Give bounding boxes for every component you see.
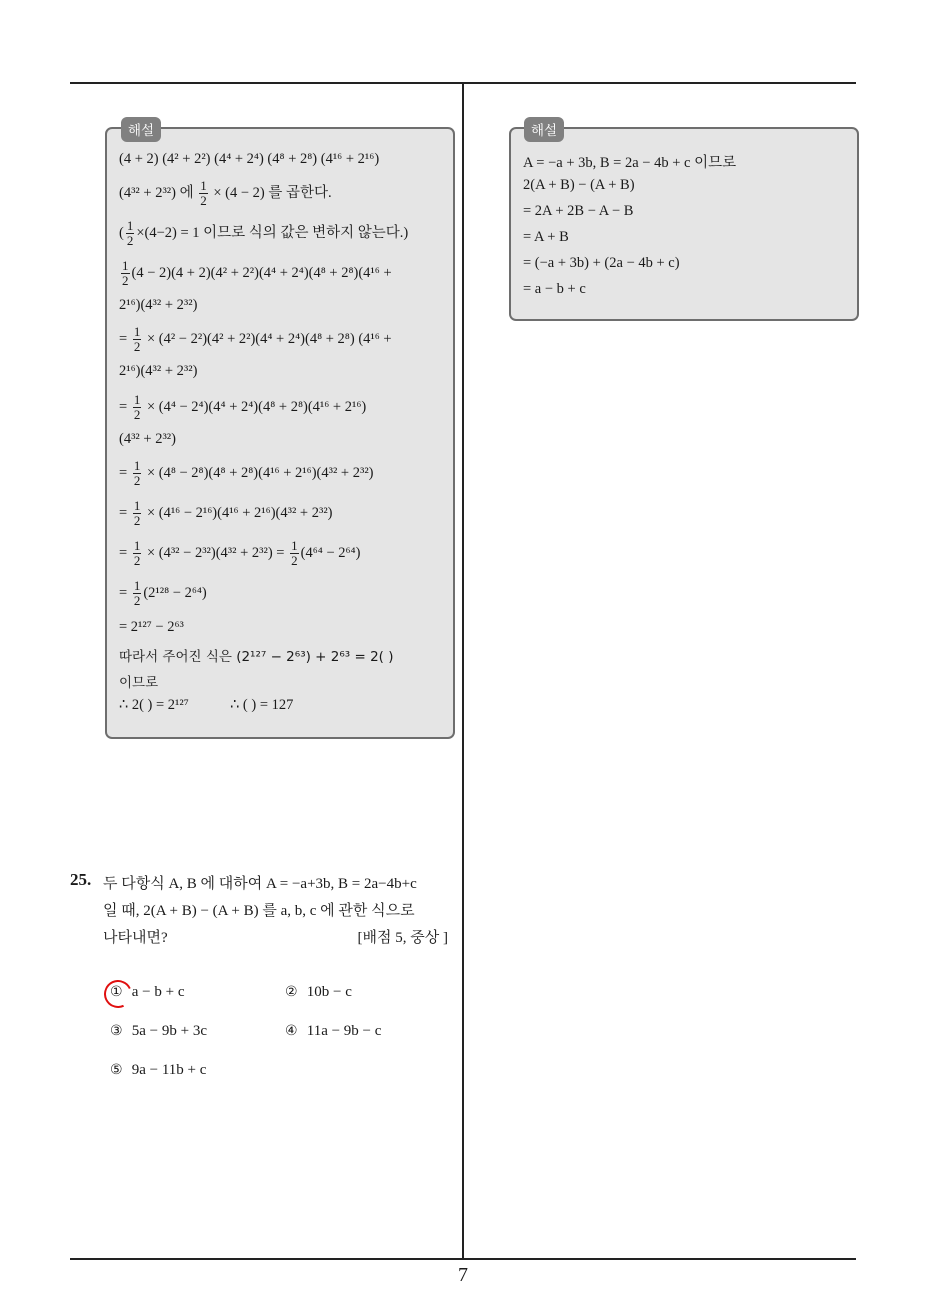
solution-tag: 해설: [524, 117, 564, 142]
fraction-half: [126, 219, 135, 248]
solution-text: × (4¹⁶ − 2¹⁶)(4¹⁶ + 2¹⁶)(4³² + 2³²): [146, 504, 333, 521]
choice-2[interactable]: [285, 984, 352, 1001]
fraction-numerator: 1: [291, 538, 298, 553]
fraction-half: [133, 393, 142, 422]
equals-sign: =: [119, 464, 128, 481]
solution-line: 2(A + B) − (A + B): [523, 177, 635, 193]
fraction-half: [133, 499, 142, 528]
solution-line: [119, 179, 332, 208]
solution-text: ∴ ( ) = 127: [230, 697, 294, 713]
choice-text: 10b − c: [306, 984, 352, 1000]
fraction-numerator: 1: [126, 218, 134, 233]
fraction-numerator: 1: [133, 458, 141, 473]
solution-line: = A + B: [523, 229, 569, 245]
fraction-denominator: 2: [133, 553, 141, 568]
solution-line: 2¹⁶)(4³² + 2³²): [119, 297, 198, 313]
question-score: [배점 5, 중상 ]: [357, 930, 448, 946]
fraction-numerator: 1: [133, 324, 141, 339]
equals-sign: =: [119, 544, 128, 561]
solution-tag: 해설: [121, 117, 161, 142]
solution-text: × (4⁴ − 2⁴)(4⁴ + 2⁴)(4⁸ + 2⁸)(4¹⁶ + 2¹⁶): [146, 398, 367, 415]
solution-text: (2¹²⁸ − 2⁶⁴): [143, 584, 207, 601]
fraction-denominator: 2: [133, 513, 141, 528]
fraction-half: [290, 539, 299, 568]
solution-text: × (4⁸ − 2⁸)(4⁸ + 2⁸)(4¹⁶ + 2¹⁶)(4³² + 2³²): [146, 464, 374, 481]
bottom-rule: [70, 1258, 856, 1260]
fraction-numerator: 1: [133, 578, 141, 593]
equals-sign: =: [119, 584, 128, 601]
solution-line: [119, 697, 293, 714]
fraction-numerator: 1: [133, 498, 141, 513]
solution-text: (: [119, 224, 124, 241]
question-text-line: 두 다항식 A, B 에 대하여 A = −a+3b, B = 2a−4b+c: [103, 876, 417, 892]
fraction-half: [133, 459, 142, 488]
choice-5[interactable]: [110, 1062, 206, 1079]
fraction-numerator: 1: [200, 178, 207, 193]
solution-text: ×(4−2) = 1 이므로 식의 값은 변하지 않는다.): [136, 224, 409, 241]
fraction-denominator: 2: [126, 233, 134, 248]
fraction-half: [133, 325, 142, 354]
solution-line: [119, 325, 392, 354]
fraction-half: [121, 259, 130, 288]
choice-text: a − b + c: [131, 984, 185, 1000]
fraction-half: [199, 179, 208, 208]
solution-line: = 2A + 2B − A − B: [523, 203, 634, 219]
choice-1[interactable]: [110, 984, 184, 1001]
solution-box-right: [509, 123, 859, 321]
solution-line: [119, 219, 408, 248]
fraction-half: [133, 539, 142, 568]
fraction-denominator: 2: [291, 553, 298, 568]
question-text-line: 나타내면?: [103, 930, 168, 946]
fraction-numerator: 1: [133, 392, 141, 407]
solution-line: 따라서 주어진 식은 (2¹²⁷ − 2⁶³) + 2⁶³ = 2( ): [119, 649, 394, 665]
solution-line: [119, 259, 392, 288]
choice-marker: ④: [285, 1023, 298, 1039]
fraction-denominator: 2: [133, 339, 141, 354]
question-number: 25.: [70, 870, 92, 889]
solution-text: × (4² − 2²)(4² + 2²)(4⁴ + 2⁴)(4⁸ + 2⁸) (4¹⁶ +: [146, 330, 392, 347]
choice-marker: ⑤: [110, 1062, 123, 1078]
equals-sign: =: [119, 330, 128, 347]
fraction-denominator: 2: [133, 593, 141, 608]
solution-line: [119, 579, 207, 608]
fraction-denominator: 2: [122, 273, 129, 288]
solution-text: (4³² + 2³²) 에: [119, 184, 194, 201]
fraction-half: [133, 579, 142, 608]
choice-4[interactable]: [285, 1023, 381, 1040]
solution-line: A = −a + 3b, B = 2a − 4b + c 이므로: [523, 155, 737, 171]
solution-line: [119, 499, 333, 528]
equals-sign: =: [119, 504, 128, 521]
choice-text: 11a − 9b − c: [306, 1023, 382, 1039]
solution-line: 이므로: [119, 675, 159, 691]
choice-marker: ③: [110, 1023, 123, 1039]
equals-sign: =: [119, 398, 128, 415]
solution-line: = a − b + c: [523, 281, 586, 297]
choice-text: 9a − 11b + c: [131, 1062, 207, 1078]
solution-line: 2¹⁶)(4³² + 2³²): [119, 363, 198, 379]
solution-line: (4³² + 2³²): [119, 431, 176, 447]
solution-line: = (−a + 3b) + (2a − 4b + c): [523, 255, 680, 271]
fraction-denominator: 2: [200, 193, 207, 208]
fraction-denominator: 2: [133, 473, 141, 488]
solution-text: × (4³² − 2³²)(4³² + 2³²) =: [146, 544, 285, 561]
question-text-line: 일 때, 2(A + B) − (A + B) 를 a, b, c 에 관한 식으로: [103, 903, 415, 919]
fraction-denominator: 2: [133, 407, 141, 422]
solution-line: [119, 539, 360, 568]
solution-line: [119, 459, 374, 488]
solution-text: ∴ 2( ) = 2¹²⁷: [119, 697, 189, 713]
solution-text: (4⁶⁴ − 2⁶⁴): [300, 544, 361, 561]
fraction-numerator: 1: [122, 258, 129, 273]
fraction-numerator: 1: [133, 538, 141, 553]
solution-line: [119, 393, 366, 422]
column-divider: [462, 83, 464, 1259]
solution-line: (4 + 2) (4² + 2²) (4⁴ + 2⁴) (4⁸ + 2⁸) (4¹⁶ + 2¹⁶): [119, 151, 380, 167]
solution-text: (4 − 2)(4 + 2)(4² + 2²)(4⁴ + 2⁴)(4⁸ + 2⁸)(4¹⁶ +: [131, 264, 392, 281]
solution-text: × (4 − 2) 를 곱한다.: [213, 184, 332, 201]
choice-marker: ②: [285, 984, 298, 1000]
choice-text: 5a − 9b + 3c: [131, 1023, 207, 1039]
solution-line: = 2¹²⁷ − 2⁶³: [119, 619, 184, 635]
page-number: 7: [458, 1264, 468, 1286]
choice-3[interactable]: [110, 1023, 207, 1040]
solution-box-left: [105, 123, 455, 739]
choice-marker: ①: [110, 984, 123, 1000]
